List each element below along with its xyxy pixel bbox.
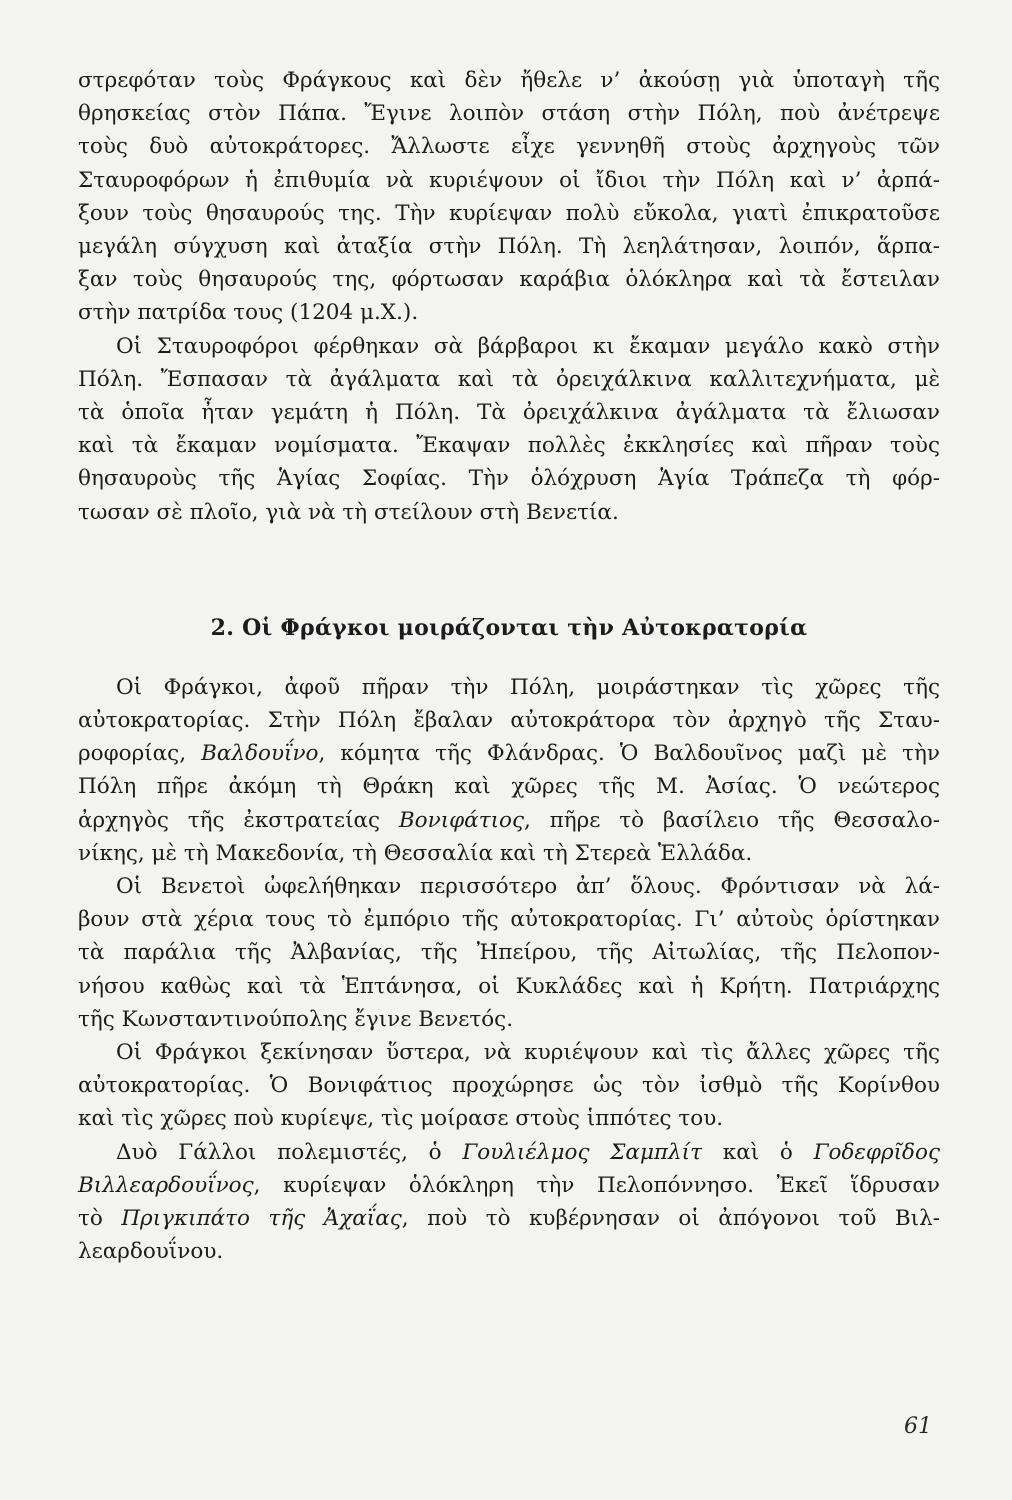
text-run: , κυρίεψαν ὁλόκληρη τὴν Πελοπόννησο. Ἐκεῖ ἵδρυσαν [253,1172,940,1198]
text-line: Οἱ Φράγκοι, ἀφοῦ πῆραν τὴν Πόλη, μοιράστηκαν τὶς χῶρες τῆς [116,674,940,700]
text-line [78,804,940,837]
text-line: τοὺς δυὸ αὐτοκράτορες. Ἄλλωστε εἶχε γεννηθῆ στοὺς ἀρχηγοὺς τῶν [78,134,940,160]
italic-name: Γοδεφρῖδος [813,1139,940,1165]
text-line [78,1169,940,1202]
text-line [78,737,940,770]
text-line: θρησκείας στὸν Πάπα. Ἔγινε λοιπὸν στάση στὴν Πόλη, ποὺ ἀνέτρεψε [78,101,940,127]
text-run: Δυὸ Γάλλοι πολεμιστές, ὁ [116,1139,463,1165]
text-run: , ποὺ τὸ κυβέρνησαν οἱ ἀπόγονοι τοῦ Βιλ- [401,1206,940,1232]
text-line: αὐτοκρατορίας. Ὁ Βονιφάτιος προχώρησε ὡς τὸν ἰσθμὸ τῆς Κορίνθου [78,1073,940,1099]
text-line [78,1136,940,1169]
text-line: Οἱ Βενετοὶ ὠφελήθηκαν περισσότερο ἀπ’ ὅλους. Φρόντισαν νὰ λά- [116,874,940,900]
text-run: , πῆρε τὸ βασίλειο τῆς Θεσσαλο- [524,807,940,833]
text-line: αὐτοκρατορίας. Στὴν Πόλη ἔβαλαν αὐτοκράτορα τὸν ἀρχηγὸ τῆς Σταυ- [78,708,940,734]
text-line: ξαν τοὺς θησαυρούς της, φόρτωσαν καράβια ὁλόκληρα καὶ τὰ ἔστειλαν [78,267,940,293]
italic-name: Βονιφάτιος [398,807,525,833]
section-heading: 2. Οἱ Φράγκοι μοιράζονται τὴν Αὐτοκρατορία [210,614,808,641]
text-line: θησαυροὺς τῆς Ἁγίας Σοφίας. Τὴν ὁλόχρυση Ἁγία Τράπεζα τὴ φόρ- [78,466,940,492]
text-line: Πόλη πῆρε ἀκόμη τὴ Θράκη καὶ χῶρες τῆς Μ. Ἀσίας. Ὁ νεώτερος [78,774,940,800]
text-run: ἀρχηγὸς τῆς ἐκστρατείας [78,807,399,833]
paragraph-2 [78,330,940,529]
text-line: βουν στὰ χέρια τους τὸ ἐμπόριο τῆς αὐτοκρατορίας. Γι’ αὐτοὺς ὁρίστηκαν [78,907,940,933]
italic-name: Γουλιέλμος Σαμπλίτ [462,1139,703,1165]
text-line: Οἱ Σταυροφόροι φέρθηκαν σὰ βάρβαροι κι ἔκαμαν μεγάλο κακὸ στὴν [116,333,940,359]
text-line: νήσου καθὼς καὶ τὰ Ἑπτάνησα, οἱ Κυκλάδες καὶ ἡ Κρήτη. Πατριάρχης [78,973,940,999]
page-number: 61 [904,1414,932,1439]
page-body [78,64,940,1269]
text-run: καὶ ὁ [702,1139,814,1165]
text-line: καὶ τὰ ἔκαμαν νομίσματα. Ἔκαψαν πολλὲς ἐκκλησίες καὶ πῆραν τοὺς [78,433,940,459]
paragraph-6 [78,1136,940,1269]
paragraph-5 [78,1036,940,1136]
italic-name: Βιλλεαρδουΐνος [78,1172,254,1198]
text-run: τὸ [78,1206,122,1232]
italic-name: Βαλδουΐνο [201,741,319,767]
text-run: ροφορίας, [78,741,202,767]
text-line: ξουν τοὺς θησαυρούς της. Τὴν κυρίεψαν πολὺ εὔκολα, γιατὶ ἐπικρατοῦσε [78,200,940,226]
paragraph-3 [78,671,940,870]
text-line: τωσαν σὲ πλοῖο, γιὰ νὰ τὴ στείλουν στὴ Βενετία. [78,499,619,525]
text-line [78,1202,940,1235]
paragraph-4 [78,870,940,1036]
text-line: στρεφόταν τοὺς Φράγκους καὶ δὲν ἤθελε ν’ ἀκούσῃ γιὰ ὑποταγὴ τῆς [78,68,940,93]
text-line: Σταυροφόρων ἡ ἐπιθυμία νὰ κυριέψουν οἱ ἴδιοι τὴν Πόλη καὶ ν’ ἀρπά- [78,167,940,193]
text-line: Πόλη. Ἔσπασαν τὰ ἀγάλματα καὶ τὰ ὀρειχάλκινα καλλιτεχνήματα, μὲ [78,366,940,392]
text-line: τὰ παράλια τῆς Ἀλβανίας, τῆς Ἠπείρου, τῆς Αἰτωλίας, τῆς Πελοπον- [78,940,940,966]
text-line: τῆς Κωνσταντινούπολης ἔγινε Βενετός. [78,1006,514,1032]
paragraph-1 [78,64,940,330]
text-line: λεαρδουΐνου. [78,1239,224,1265]
text-run: , κόμητα τῆς Φλάνδρας. Ὁ Βαλδουῖνος μαζὶ μὲ τὴν [318,741,940,767]
text-line: μεγάλη σύγχυση καὶ ἀταξία στὴν Πόλη. Τὴ λεηλάτησαν, λοιπόν, ἅρπα- [78,234,940,260]
italic-name: Πριγκιπάτο τῆς Ἀχαΐας [121,1206,402,1232]
text-line: Οἱ Φράγκοι ξεκίνησαν ὕστερα, νὰ κυριέψουν καὶ τὶς ἄλλες χῶρες τῆς [116,1040,940,1066]
text-line: τὰ ὁποῖα ἦταν γεμάτη ἡ Πόλη. Τὰ ὀρειχάλκινα ἀγάλματα τὰ ἔλιωσαν [78,400,940,426]
text-line: καὶ τὶς χῶρες ποὺ κυρίεψε, τὶς μοίρασε στοὺς ἱππότες του. [78,1106,724,1132]
text-line: νίκης, μὲ τὴ Μακεδονία, τὴ Θεσσαλία καὶ τὴ Στερεὰ Ἑλλάδα. [78,840,753,866]
text-line: στὴν πατρίδα τους (1204 μ.Χ.). [78,300,419,326]
